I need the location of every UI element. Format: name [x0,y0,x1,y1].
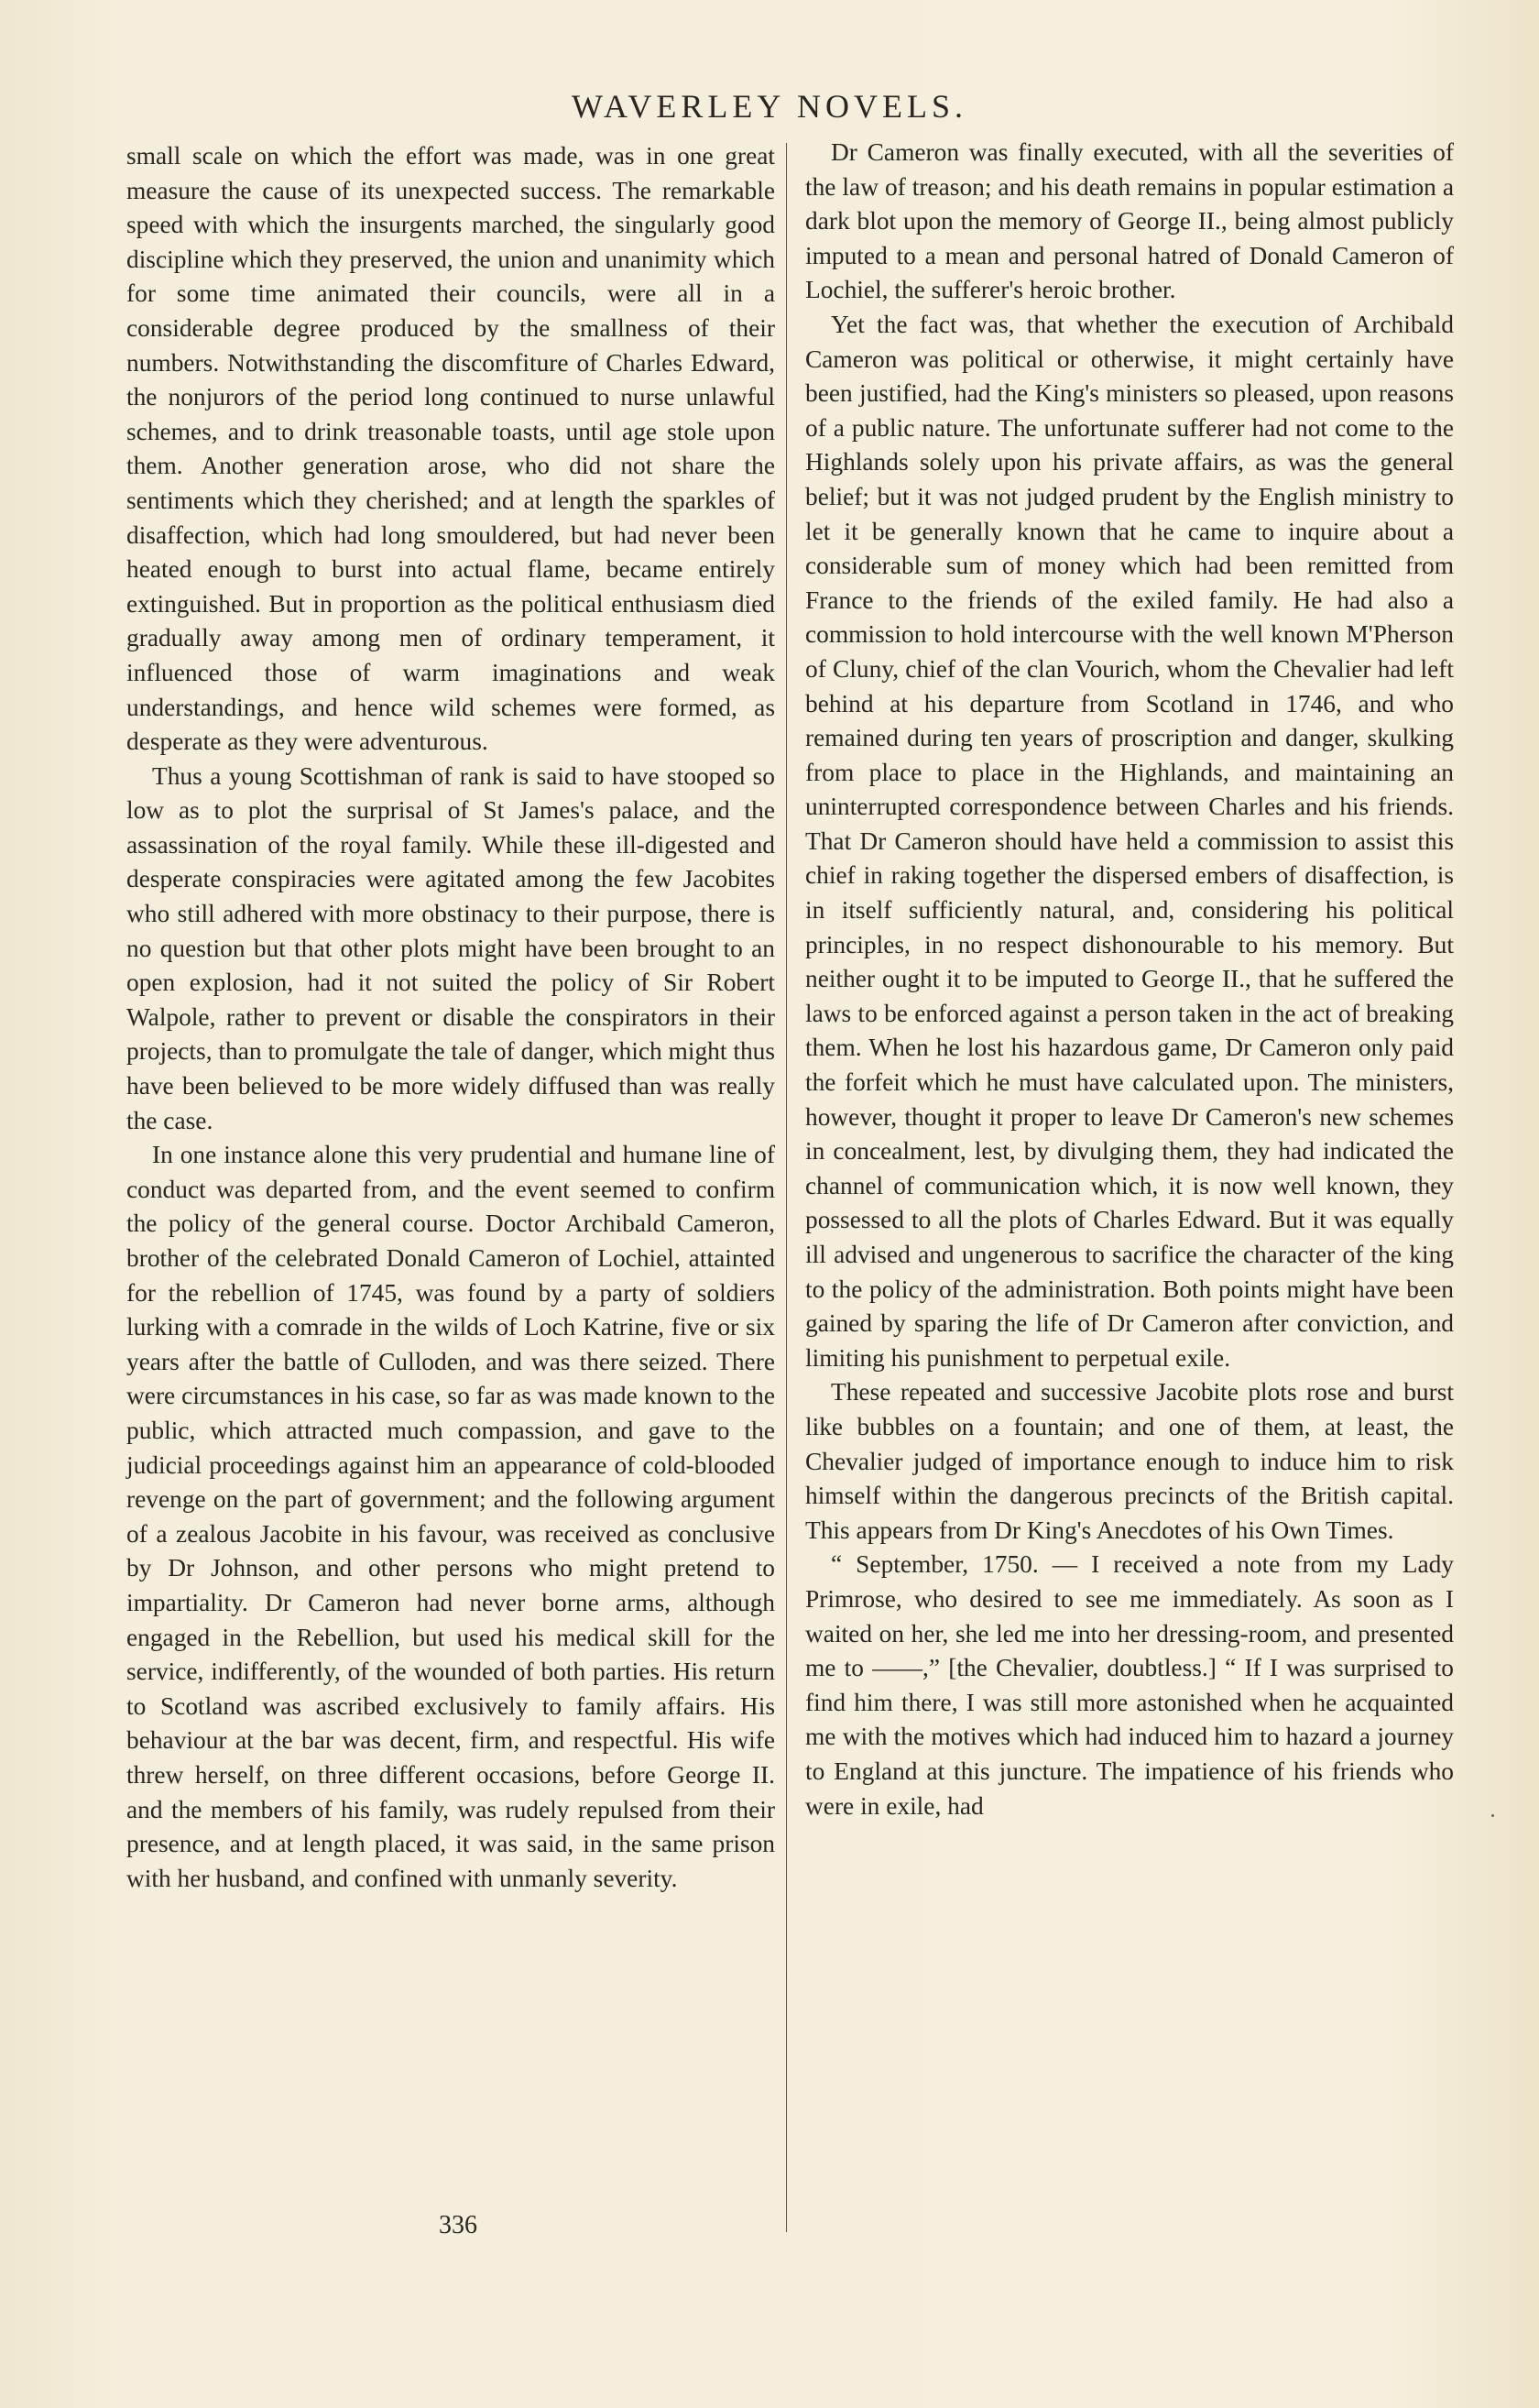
paragraph: In one instance alone this very prudential and humane line of conduct was departed from, and the event seemed to confirm the policy of the general course. Doctor Archibald Cameron, brother of the celebrated Donald Cameron of Lochiel, attainted for the rebellion of 1745, was found by a party of soldiers lurking with a comrade in the wilds of Loch Katrine, five or six years after the battle of Culloden, and was there seized. There were circumstances in his case, so far as was made known to the public, which attracted much compassion, and gave to the judicial proceedings against him an appearance of cold-blooded revenge on the part of government; and the following argument of a zealous Jacobite in his favour, was received as conclusive by Dr Johnson, and other persons who might pretend to impartiality. Dr Cameron had never borne arms, although engaged in the Rebellion, but used his medical skill for the service, indifferently, of the wounded of both parties. His return to Scotland was ascribed exclusively to family affairs. His behaviour at the bar was decent, firm, and respectful. His wife threw herself, on three different occasions, before George II. and the members of his family, was rudely repulsed from their presence, and at length placed, it was said, in the same prison with her husband, and confined with unmanly severity. [126,1141,775,1892]
paragraph: “ September, 1750. — I received a note from my Lady Primrose, who desired to see me immediately. As soon as I waited on her, she led me into her dressing-room, and presented me to ——,” [the Chevalier, doubtless.] “ If I was surprised to find him there, I was still more astonished when he acquainted me with the motives which had induced him to hazard a journey to England at this juncture. The impatience of his friends who were in exile, had [805,1550,1454,1820]
paragraph: Dr Cameron was finally executed, with all the severities of the law of treason; and his death remains in popular estimation a dark blot upon the memory of George II., being almost publicly imputed to a mean and personal hatred of Donald Cameron of Lochiel, the sufferer's heroic brother. [805,138,1454,304]
page-number: 336 [439,2211,477,2239]
paragraph: Yet the fact was, that whether the execution of Archibald Cameron was political or otherwise, it might certainly have been justified, had the King's ministers so pleased, upon reasons of a public nature. The unfortunate sufferer had not come to the Highlands solely upon his private affairs, as was the general belief; but it was not judged prudent by the English ministry to let it be generally known that he came to inquire about a considerable sum of money which had been remitted from France to the friends of the exiled family. He had also a commission to hold intercourse with the well known M'Pherson of Cluny, chief of the clan Vourich, whom the Chevalier had left behind at his departure from Scotland in 1746, and who remained during ten years of proscription and danger, skulking from place to place in the Highlands, and maintaining an uninterrupted correspondence between Charles and his friends. That Dr Cameron should have held a commission to assist this chief in raking together the dispersed embers of disaffection, is in itself sufficiently natural, and, considering his political principles, in no respect dishonourable to his memory. But neither ought it to be imputed to George II., that he suffered the laws to be enforced against a person taken in the act of breaking them. When he lost his hazardous game, Dr Cameron only paid the forfeit which he must have calculated upon. The ministers, however, thought it proper to leave Dr Cameron's new schemes in concealment, lest, by divulging them, they had indicated the channel of communication which, it is now well known, they possessed to all the plots of Charles Edward. But it was equally ill advised and ungenerous to sacrifice the character of the king to the policy of the administration. Both points might have been gained by sparing the life of Dr Cameron after conviction, and limiting his punishment to perpetual exile. [805,310,1454,1372]
right-column [805,136,1454,1823]
left-column [126,139,775,1896]
running-head: WAVERLEY NOVELS. [572,88,967,125]
paragraph: small scale on which the effort was made, was in one great measure the cause of its unexpected success. The remarkable speed with which the insurgents marched, the singularly good discipline which they preserved, the union and unanimity which for some time animated their councils, were all in a considerable degree produced by the smallness of their numbers. Notwithstanding the discomfiture of Charles Edward, the nonjurors of the period long continued to nurse unlawful schemes, and to drink treasonable toasts, until age stole upon them. Another generation arose, who did not share the sentiments which they cherished; and at length the sparkles of disaffection, which had long smouldered, but had never been heated enough to burst into actual flame, became entirely extinguished. But in proportion as the political enthusiasm died gradually away among men of ordinary temperament, it influenced those of warm imaginations and weak understandings, and hence wild schemes were formed, as desperate as they were adventurous. [126,142,775,756]
paragraph: Thus a young Scottishman of rank is said to have stooped so low as to plot the surprisal of St James's palace, and the assassination of the royal family. While these ill-digested and desperate conspiracies were agitated among the few Jacobites who still adhered with more obstinacy to their purpose, there is no question but that other plots might have been brought to an open explosion, had it not suited the policy of Sir Robert Walpole, rather to prevent or disable the conspirators in their projects, than to promulgate the tale of danger, which might thus have been believed to be more widely diffused than was really the case. [126,761,775,1134]
paragraph: These repeated and successive Jacobite plots rose and burst like bubbles on a fountain; and one of them, at least, the Chevalier judged of importance enough to induce him to risk himself within the dangerous precincts of the British capital. This appears from Dr King's Anecdotes of his Own Times. [805,1378,1454,1544]
column-divider [786,143,787,2232]
margin-speck [1491,1814,1494,1817]
